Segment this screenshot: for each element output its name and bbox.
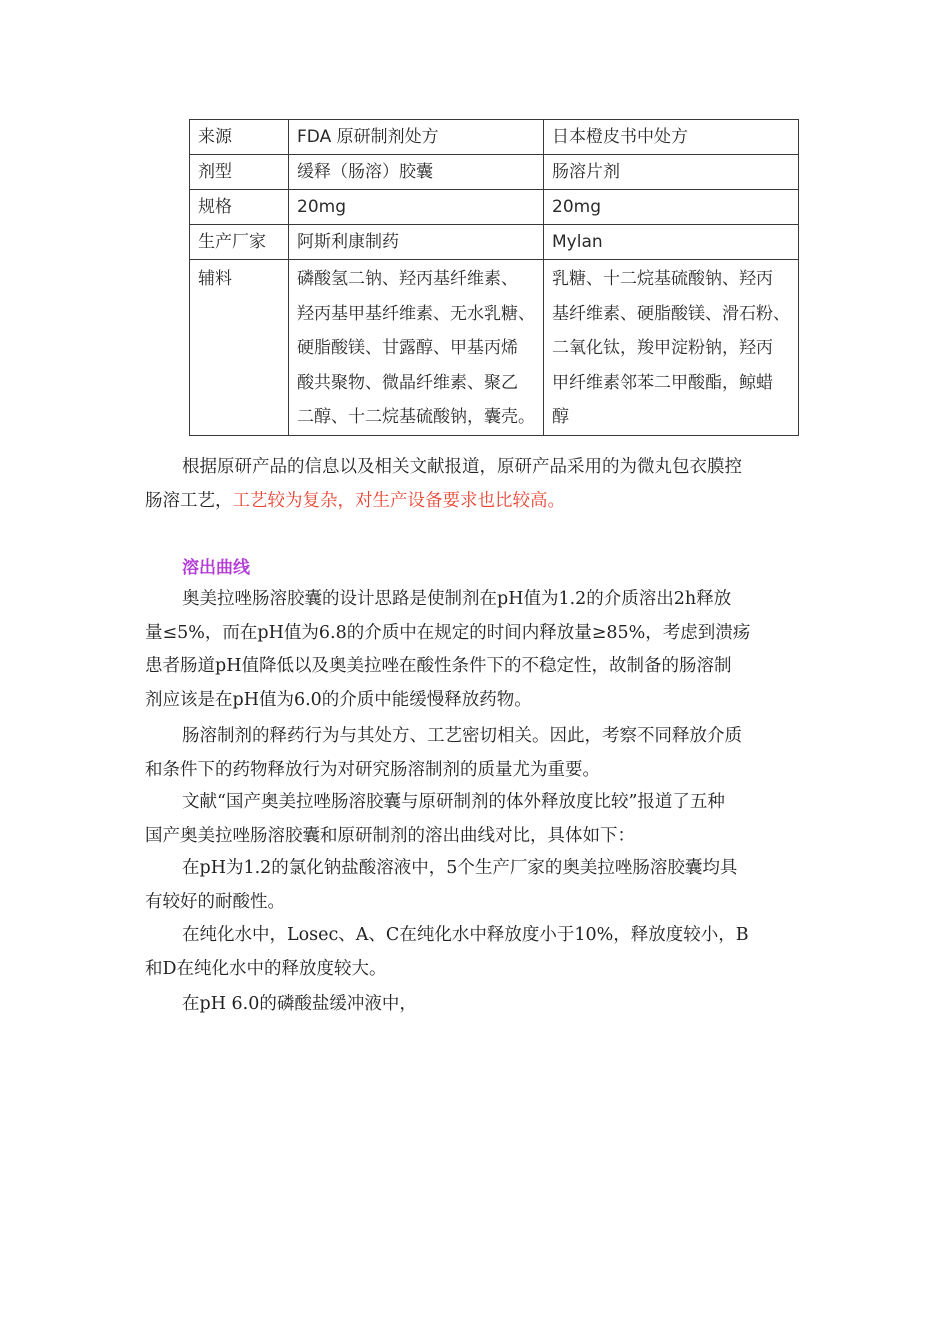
highlight-text: 工艺较为复杂，对生产设备要求也比较高。 xyxy=(232,490,565,511)
table-row xyxy=(190,225,799,260)
text-line: 剂应该是在pH值为6.0的介质中能缓慢释放药物。 xyxy=(145,689,532,710)
text-line: 奥美拉唑肠溶胶囊的设计思路是使制剂在pH值为1.2的介质溶出2h释放 xyxy=(182,589,732,609)
cell-line: 甲纤维素邻苯二甲酸酯，鲸蜡 xyxy=(552,372,773,393)
cell-line: 二氧化钛，羧甲淀粉钠，羟丙 xyxy=(552,338,773,358)
cell-line: 醇 xyxy=(552,407,569,427)
table-cell: 日本橙皮书中处方 xyxy=(544,120,799,155)
cell-line: 硬脂酸镁、甘露醇、甲基丙烯 xyxy=(297,338,518,358)
table-cell: 规格 xyxy=(190,190,289,225)
cell-line: 酸共聚物、微晶纤维素、聚乙 xyxy=(297,372,518,393)
text-line: 文献“国产奥美拉唑肠溶胶囊与原研制剂的体外释放度比较”报道了五种 xyxy=(182,792,725,812)
table-cell: 缓释（肠溶）胶囊 xyxy=(289,155,544,190)
text-span: 肠溶工艺， xyxy=(145,490,233,511)
text-line: 在pH为1.2的氯化钠盐酸溶液中，5个生产厂家的奥美拉唑肠溶胶囊均具 xyxy=(182,858,738,878)
text-line: 肠溶制剂的释药行为与其处方、工艺密切相关。因此，考察不同释放介质 xyxy=(182,726,742,746)
table-cell: 剂型 xyxy=(190,155,289,190)
table-cell: 20mg xyxy=(544,190,799,225)
text-line: 在pH 6.0的磷酸盐缓冲液中， xyxy=(182,994,417,1014)
table-cell: FDA 原研制剂处方 xyxy=(289,120,544,155)
table-cell: 辅料 xyxy=(190,260,289,436)
table-cell: 生产厂家 xyxy=(190,225,289,260)
text-line: 量≤5%，而在pH值为6.8的介质中在规定的时间内释放量≥85%，考虑到溃疡 xyxy=(145,622,751,643)
body-paragraph xyxy=(145,852,810,919)
text-line xyxy=(145,485,810,519)
text-line: 国产奥美拉唑肠溶胶囊和原研制剂的溶出曲线对比，具体如下： xyxy=(145,825,635,846)
cell-line: 磷酸氢二钠、羟丙基纤维素、 xyxy=(297,269,518,289)
body-paragraph xyxy=(145,786,810,853)
cell-line: 基纤维素、硬脂酸镁、滑石粉、 xyxy=(552,303,790,324)
body-paragraph xyxy=(145,988,810,1022)
excipients-jp-cell xyxy=(544,260,799,436)
intro-paragraph xyxy=(145,451,810,518)
formulation-comparison-table xyxy=(189,119,799,436)
table-row xyxy=(190,155,799,190)
table-row-excipients xyxy=(190,260,799,436)
section-heading: 溶出曲线 xyxy=(182,558,250,578)
excipients-fda-cell xyxy=(289,260,544,436)
table-cell: 阿斯利康制药 xyxy=(289,225,544,260)
body-paragraph xyxy=(145,583,810,717)
table-cell: 20mg xyxy=(289,190,544,225)
text-line: 和条件下的药物释放行为对研究肠溶制剂的质量尤为重要。 xyxy=(145,759,600,780)
table-row xyxy=(190,190,799,225)
cell-line: 二醇、十二烷基硫酸钠，囊壳。 xyxy=(297,407,535,427)
body-paragraph xyxy=(145,720,810,787)
text-line: 和D在纯化水中的释放度较大。 xyxy=(145,958,387,979)
table-cell: 来源 xyxy=(190,120,289,155)
text-line: 患者肠道pH值降低以及奥美拉唑在酸性条件下的不稳定性，故制备的肠溶制 xyxy=(145,656,732,676)
table-header-row xyxy=(190,120,799,155)
table-cell: Mylan xyxy=(544,225,799,260)
table-cell: 肠溶片剂 xyxy=(544,155,799,190)
text-line: 有较好的耐酸性。 xyxy=(145,891,285,912)
cell-line: 乳糖、十二烷基硫酸钠、羟丙 xyxy=(552,269,773,289)
text-line: 在纯化水中，Losec、A、C在纯化水中释放度小于10%，释放度较小，B xyxy=(182,925,749,945)
cell-line: 羟丙基甲基纤维素、无水乳糖、 xyxy=(297,303,535,324)
body-paragraph xyxy=(145,919,810,986)
text-line: 根据原研产品的信息以及相关文献报道，原研产品采用的为微丸包衣膜控 xyxy=(182,457,742,477)
